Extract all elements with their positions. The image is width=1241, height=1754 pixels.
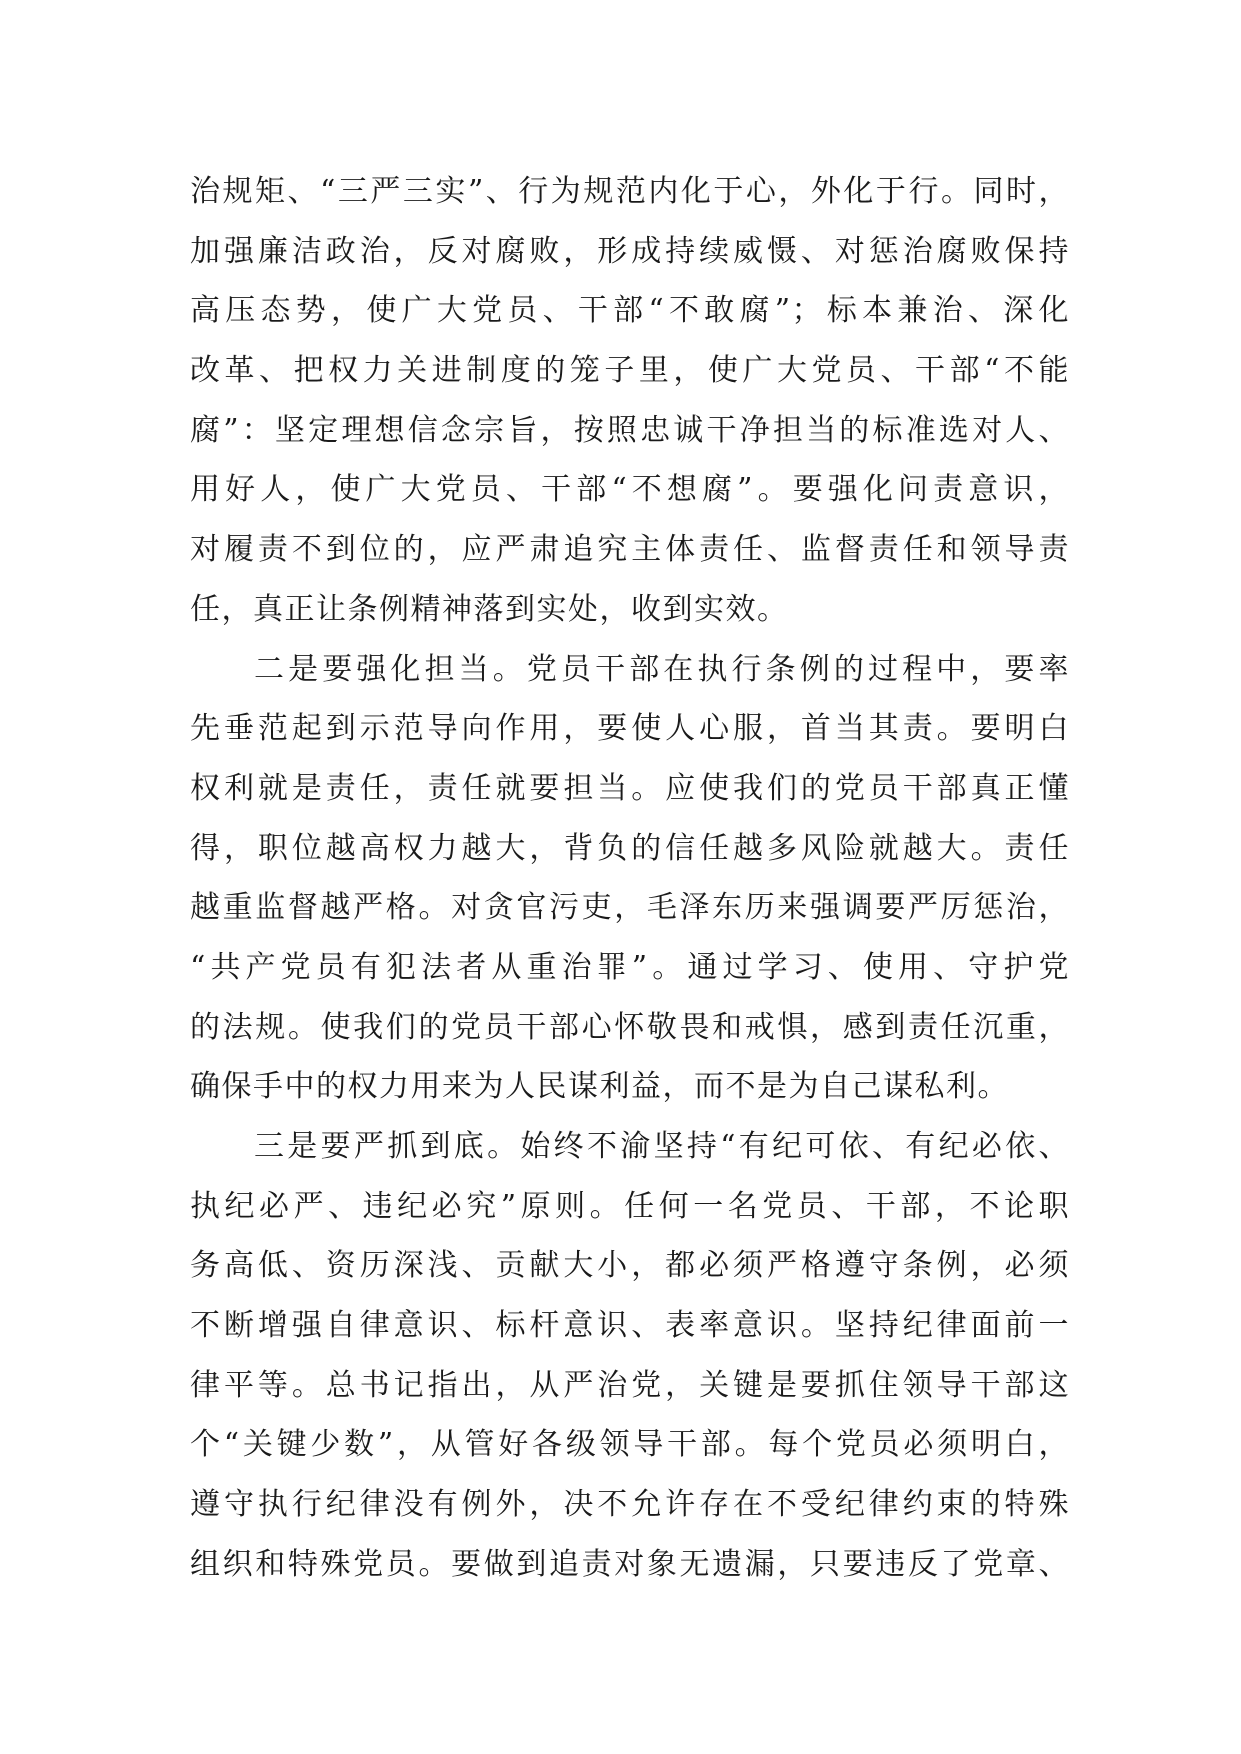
text-line: 改革、把权力关进制度的笼子里，使广大党员、干部“不能 (190, 353, 1070, 389)
text-line: 用好人，使广大党员、干部“不想腐”。要强化问责意识， (190, 472, 1070, 508)
text-line: “共产党员有犯法者从重治罪”。通过学习、使用、守护党 (190, 949, 1070, 985)
paragraph-first-line: 三是要严抓到底。始终不渝坚持“有纪可依、有纪必依、 (254, 1129, 1070, 1164)
body-text (190, 162, 1070, 1595)
text-line: 的法规。使我们的党员干部心怀敬畏和戒惧，感到责任沉重， (190, 1009, 1070, 1045)
text-line: 执纪必严、违纪必究”原则。任何一名党员、干部，不论职 (190, 1188, 1070, 1224)
paragraph-first-line: 二是要强化担当。党员干部在执行条例的过程中，要率 (254, 651, 1070, 687)
text-line: 加强廉洁政治，反对腐败，形成持续威慑、对惩治腐败保持 (190, 233, 1070, 269)
text-line: 确保手中的权力用来为人民谋利益，而不是为自己谋私利。 (190, 1069, 1009, 1105)
text-line: 律平等。总书记指出，从严治党，关键是要抓住领导干部这 (190, 1367, 1070, 1403)
text-line: 权利就是责任，责任就要担当。应使我们的党员干部真正懂 (190, 770, 1070, 806)
text-line: 对履责不到位的，应严肃追究主体责任、监督责任和领导责 (190, 532, 1070, 568)
text-line: 高压态势，使广大党员、干部“不敢腐”；标本兼治、深化 (190, 293, 1070, 329)
text-line: 组织和特殊党员。要做到追责对象无遗漏，只要违反了党章、 (190, 1546, 1070, 1582)
text-line: 越重监督越严格。对贪官污吏，毛泽东历来强调要严厉惩治， (190, 890, 1070, 926)
text-line: 得，职位越高权力越大，背负的信任越多风险就越大。责任 (190, 830, 1070, 866)
text-line: 务高低、资历深浅、贡献大小，都必须严格遵守条例，必须 (190, 1248, 1070, 1284)
text-line: 治规矩、“三严三实”、行为规范内化于心，外化于行。同时， (190, 174, 1070, 209)
text-line: 先垂范起到示范导向作用，要使人心服，首当其责。要明白 (190, 711, 1070, 747)
text-line: 任，真正让条例精神落到实处，收到实效。 (190, 591, 789, 627)
text-line: 腐”：坚定理想信念宗旨，按照忠诚干净担当的标准选对人、 (190, 412, 1070, 448)
text-line: 不断增强自律意识、标杆意识、表率意识。坚持纪律面前一 (190, 1308, 1070, 1344)
text-line: 个“关键少数”，从管好各级领导干部。每个党员必须明白， (190, 1427, 1070, 1463)
text-line: 遵守执行纪律没有例外，决不允许存在不受纪律约束的特殊 (190, 1487, 1070, 1523)
